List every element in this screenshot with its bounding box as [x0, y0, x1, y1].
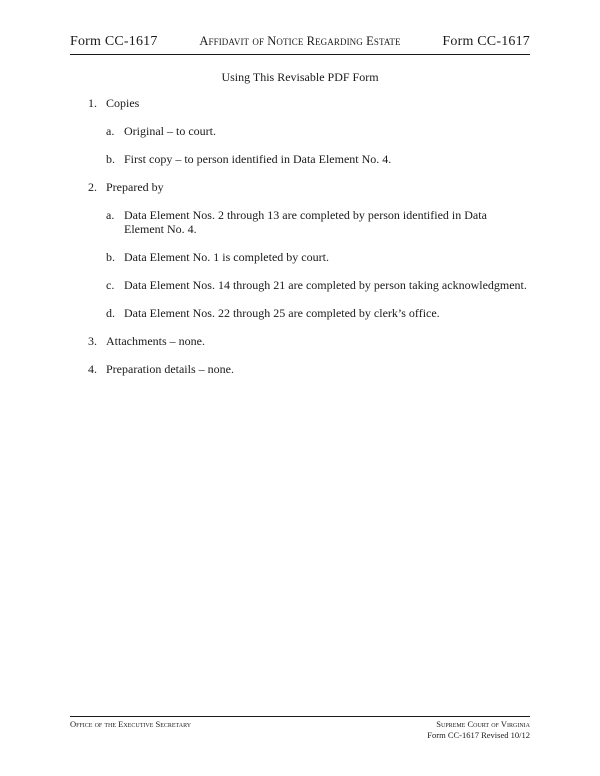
- form-id-left: Form CC-1617: [70, 34, 158, 49]
- instructions-list: [88, 96, 528, 376]
- list-item-copies: [88, 96, 528, 110]
- sub-item-letter: b.: [106, 152, 115, 166]
- footer-court: Supreme Court of Virginia: [436, 719, 530, 729]
- page-subtitle: Using This Revisable PDF Form: [221, 70, 379, 84]
- item-number: 2.: [88, 180, 97, 194]
- footer-form-revision: Form CC-1617 Revised 10/12: [427, 730, 530, 740]
- sub-item: [106, 124, 528, 138]
- item-number: 1.: [88, 96, 97, 110]
- footer-office: Office of the Executive Secretary: [70, 719, 192, 729]
- sub-item: [106, 278, 528, 292]
- sub-item-text: Data Element Nos. 22 through 25 are completed by clerk’s office.: [124, 306, 440, 320]
- sub-item-text: Data Element Nos. 14 through 21 are completed by person taking acknowledgment.: [124, 278, 527, 292]
- sub-item-letter: b.: [106, 250, 115, 264]
- list-item-attachments: [88, 334, 528, 348]
- page-header: [70, 34, 530, 55]
- sub-item-text: Data Element Nos. 2 through 13 are completed by person identified in Data Element No. 4.: [124, 208, 487, 236]
- sub-item-letter: c.: [106, 278, 115, 292]
- sub-item-text: First copy – to person identified in Data Element No. 4.: [124, 152, 392, 166]
- page-footer: [70, 716, 530, 741]
- item-label: Prepared by: [106, 180, 164, 194]
- sub-item-text: Original – to court.: [124, 124, 216, 138]
- sub-item: [106, 152, 528, 166]
- item-label: Attachments – none.: [106, 334, 205, 348]
- item-number: 3.: [88, 334, 97, 348]
- sub-item: [106, 250, 528, 264]
- sub-item: [106, 306, 528, 320]
- item-label: Preparation details – none.: [106, 362, 234, 376]
- sub-item-letter: a.: [106, 124, 115, 138]
- item-number: 4.: [88, 362, 97, 376]
- list-item-preparation-details: [88, 362, 528, 376]
- item-label: Copies: [106, 96, 140, 110]
- form-title: Affidavit of Notice Regarding Estate: [199, 34, 401, 48]
- form-id-right: Form CC-1617: [442, 34, 530, 49]
- sub-item-text: Data Element No. 1 is completed by court.: [124, 250, 329, 264]
- list-item-prepared-by: [88, 180, 528, 194]
- sub-item-letter: d.: [106, 306, 115, 320]
- footer-right: [427, 719, 530, 741]
- sub-item: [106, 208, 528, 236]
- sub-item-letter: a.: [106, 208, 115, 222]
